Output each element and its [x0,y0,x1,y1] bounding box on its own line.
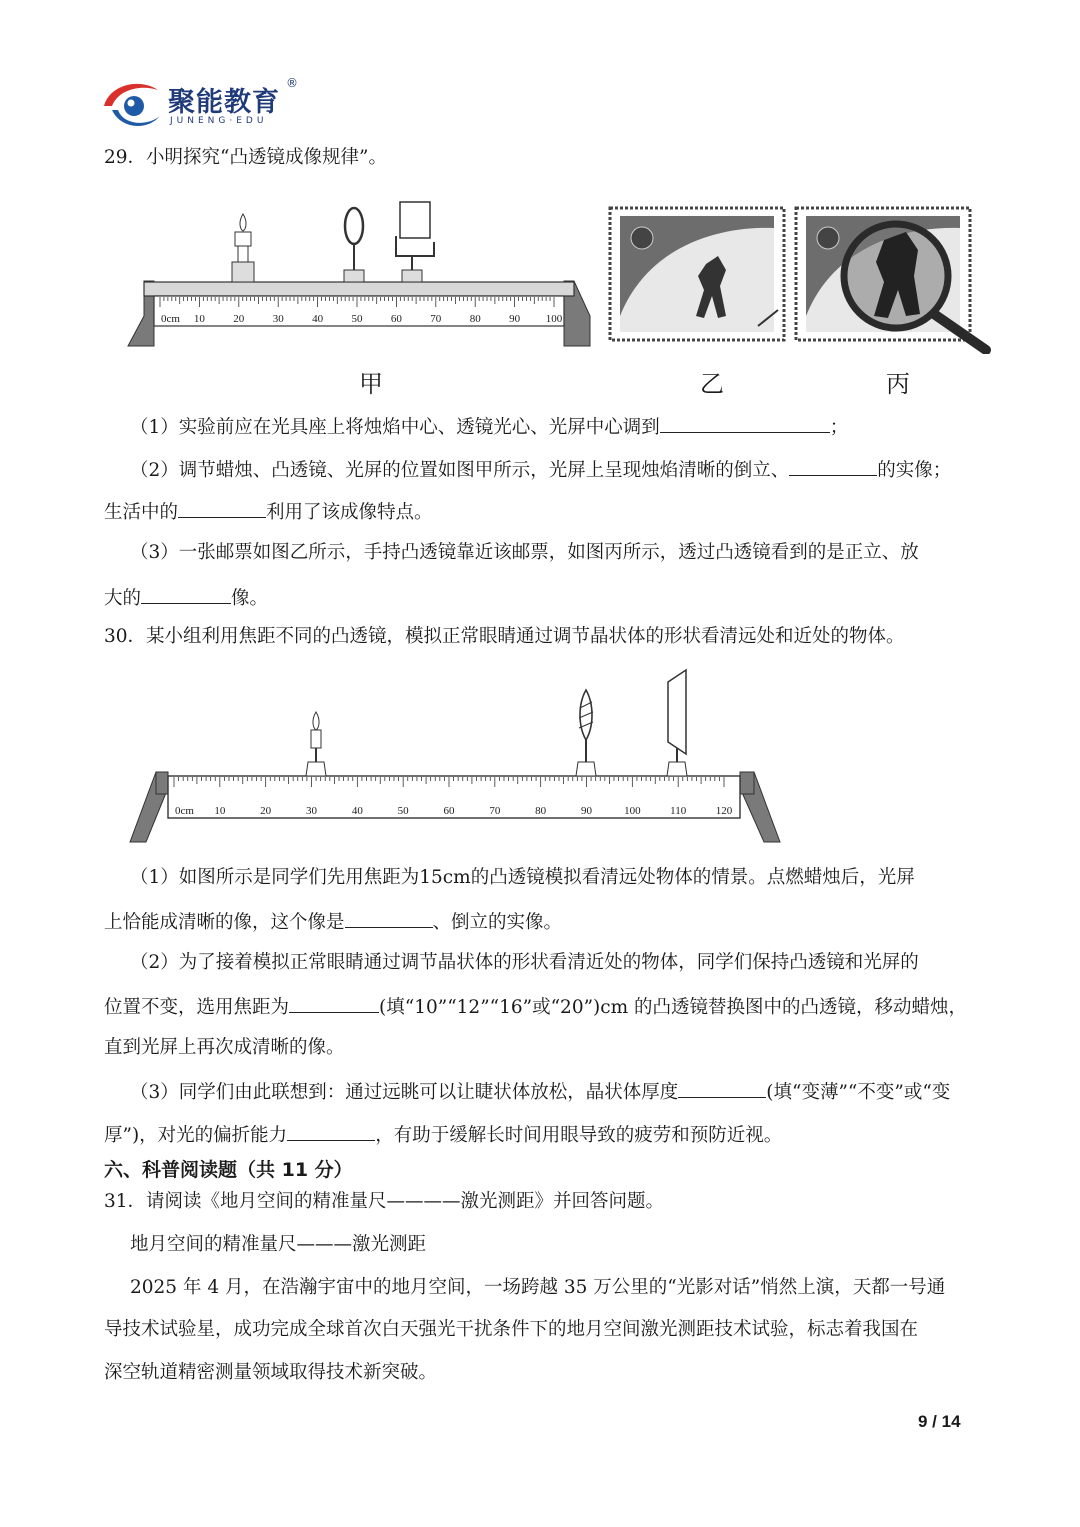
q29-part3-line1: （3）一张邮票如图乙所示，手持凸透镜靠近该邮票，如图丙所示，透过凸透镜看到的是正立、放 [130,542,919,563]
q29-title: 29．小明探究“凸透镜成像规律”。 [104,147,387,168]
caption-b: 乙 [700,370,724,398]
ruler-b-tick-label: 40 [351,805,363,817]
ruler-b-tick-label: 120 [715,805,733,817]
logo-subtitle: JUNENG·EDU [170,116,268,126]
q30-part1-line1: （1）如图所示是同学们先用焦距为15cm的凸透镜模拟看清远处物体的情景。点燃蜡烛后，光屏 [130,867,915,888]
q29-part2-text-b: 的实像； [877,460,952,481]
q30-part2-line2 [104,993,967,1020]
answer-blank[interactable] [178,498,266,518]
q30-part3-line1 [130,1078,950,1105]
caption-c: 丙 [886,370,910,398]
ruler-b-tick-label: 60 [443,805,455,817]
q29-part2-text-c: 生活中的 [104,502,179,523]
ruler-a-tick-label: 100 [545,313,563,325]
answer-blank[interactable] [678,1078,766,1098]
section-heading: 六、科普阅读题（共 11 分） [104,1159,353,1181]
q30-part2-line3: 直到光屏上再次成清晰的像。 [104,1037,345,1058]
q29-part1-end: ； [829,417,849,438]
ruler-a-tick-label: 20 [233,313,245,325]
ruler-b-tick-label: 70 [489,805,501,817]
q30-part3-text-a: （3）同学们由此联想到：通过远眺可以让睫状体放松，晶状体厚度 [130,1082,679,1103]
article-title: 地月空间的精准量尺———激光测距 [130,1234,427,1255]
q30-part1-text-a: 上恰能成清晰的像，这个像是 [104,912,345,933]
ruler-a-tick-label: 10 [193,313,205,325]
q30-part3-line2 [104,1121,782,1148]
lens-b [576,690,596,776]
q30-part1-text-b: 、倒立的实像。 [432,912,563,933]
caption-a: 甲 [359,370,383,398]
q29-part3-text-b: 像。 [231,588,269,609]
q30-part2-text-a: 位置不变，选用焦距为 [104,997,290,1018]
ruler-b-tick-label: 100 [624,805,641,817]
q29-part2-text-a: （2）调节蜡烛、凸透镜、光屏的位置如图甲所示，光屏上呈现烛焰清晰的倒立、 [130,460,790,481]
ruler-b-tick-label: 10 [214,805,226,817]
optical-bench-figure-2 [128,668,784,846]
q29-part3-line2 [104,584,268,611]
article-line3: 深空轨道精密测量领域取得技术新突破。 [104,1362,438,1383]
q30-part3-text-c: 厚”)，对光的偏折能力 [104,1125,288,1146]
ruler-b-tick-label: 0cm [175,805,194,817]
ruler-b-tick-label: 80 [535,805,547,817]
ruler-b-tick-label: 50 [397,805,409,817]
page-number: 9 / 14 [918,1412,961,1431]
article-line2: 导技术试验星，成功完成全球首次白天强光干扰条件下的地月空间激光测距技术试验，标志着我国在 [104,1319,919,1340]
q29-part2-text-d: 利用了该成像特点。 [266,502,433,523]
optical-bench-figure-a [124,196,594,351]
answer-blank[interactable] [287,1121,375,1141]
ruler-a-tick-label: 60 [390,313,402,325]
ruler-a-tick-label: 0cm [161,313,180,325]
ruler-a-tick-label: 70 [430,313,442,325]
q29-part1-text: （1）实验前应在光具座上将烛焰中心、透镜光心、光屏中心调到 [130,417,660,438]
q30-part3-text-b: (填“变薄”“不变”或“变 [766,1082,951,1103]
answer-blank[interactable] [289,993,379,1013]
ruler-b-tick-label: 90 [581,805,592,817]
stamp-figure-b [608,206,786,342]
candle-b [306,712,326,776]
ruler-a-tick-label: 80 [469,313,481,325]
answer-blank[interactable] [660,413,830,433]
q30-title: 30．某小组利用焦距不同的凸透镜，模拟正常眼睛通过调节晶状体的形状看清远处和近处的物体。 [104,626,905,647]
q30-part1-line2 [104,908,562,935]
q30-part2-line1: （2）为了接着模拟正常眼睛通过调节晶状体的形状看清近处的物体，同学们保持凸透镜和光屏的 [130,952,919,973]
screen-b [667,670,687,776]
logo-mark-icon [100,76,164,134]
answer-blank[interactable] [141,584,231,604]
q30-part3-text-d: ，有助于缓解长时间用眼导致的疲劳和预防近视。 [375,1125,783,1146]
logo-name: 聚能教育 [168,87,280,118]
screen-a [396,202,434,282]
ruler-a-tick-label: 90 [509,313,521,325]
answer-blank[interactable] [345,908,433,928]
q29-part2-line2 [104,498,433,525]
candle-a [232,214,254,282]
q31-title: 31．请阅读《地月空间的精准量尺————激光测距》并回答问题。 [104,1191,665,1212]
q29-part2-line1 [130,456,951,483]
ruler-b-tick-label: 20 [260,805,272,817]
ruler-a-tick-label: 40 [312,313,324,325]
logo-registered: ® [286,76,298,90]
q29-part3-text-a: 大的 [104,588,142,609]
ruler-b-tick-label: 110 [670,805,687,817]
logo [100,76,310,136]
ruler-b-tick-label: 30 [306,805,317,817]
magnifier-figure-c [794,206,994,354]
lens-a [344,208,364,282]
q30-part2-text-b: (填“10”“12”“16”或“20”)cm 的凸透镜替换图中的凸透镜，移动蜡烛， [379,997,968,1018]
q29-part1 [130,413,848,440]
article-line1: 2025 年 4 月，在浩瀚宇宙中的地月空间，一场跨越 35 万公里的“光影对话”悄然上演，天都一号通 [130,1277,946,1298]
ruler-a-tick-label: 30 [272,313,284,325]
ruler-a-tick-label: 50 [351,313,363,325]
answer-blank[interactable] [789,456,877,476]
